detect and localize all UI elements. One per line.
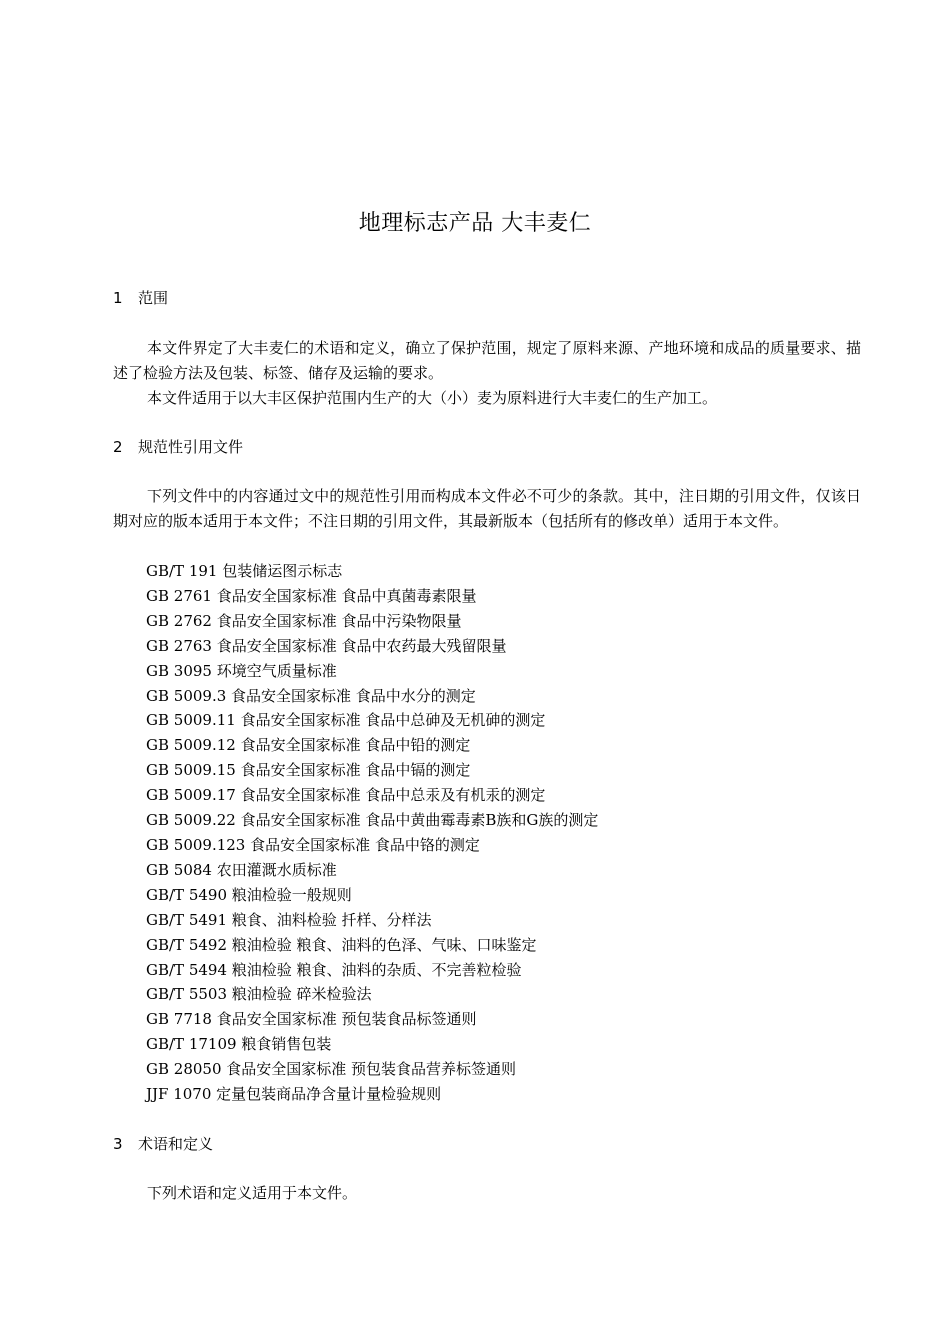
section-title: 术语和定义: [138, 1135, 214, 1153]
section-number: 3: [113, 1135, 123, 1153]
paragraph: 本文件界定了大丰麦仁的术语和定义，确立了保护范围，规定了原料来源、产地环境和成品的质量要求、描述了检验方法及包装、标签、储存及运输的要求。: [113, 339, 861, 382]
reference-item: GB/T 5494 粮油检验 粮食、油料的杂质、不完善粒检验: [146, 960, 522, 979]
document-title: 地理标志产品 大丰麦仁: [358, 211, 592, 236]
section-title: 范围: [138, 289, 169, 307]
reference-item: GB 2762 食品安全国家标准 食品中污染物限量: [146, 611, 462, 630]
paragraph: 下列文件中的内容通过文中的规范性引用而构成本文件必不可少的条款。其中，注日期的引用文件，仅该日期对应的版本适用于本文件；不注日期的引用文件，其最新版本（包括所有的修改单）适用于本文件。: [113, 487, 861, 530]
section-heading-normative-references: [113, 436, 243, 458]
section-heading-terms-definitions: [113, 1133, 213, 1155]
reference-item: GB 5009.12 食品安全国家标准 食品中铅的测定: [146, 736, 471, 755]
reference-item: GB/T 5492 粮油检验 粮食、油料的色泽、气味、口味鉴定: [146, 935, 537, 954]
reference-item: GB 5009.17 食品安全国家标准 食品中总汞及有机汞的测定: [146, 786, 546, 805]
reference-item: GB 5009.15 食品安全国家标准 食品中镉的测定: [146, 761, 471, 780]
reference-item: GB 28050 食品安全国家标准 预包装食品营养标签通则: [146, 1060, 517, 1079]
reference-item: GB/T 5503 粮油检验 碎米检验法: [146, 985, 372, 1004]
reference-item: GB 7718 食品安全国家标准 预包装食品标签通则: [146, 1010, 477, 1029]
paragraph: 本文件适用于以大丰区保护范围内生产的大（小）麦为原料进行大丰麦仁的生产加工。: [147, 389, 718, 407]
reference-item: GB 5084 农田灌溉水质标准: [146, 860, 337, 879]
reference-item: GB/T 191 包装储运图示标志: [146, 562, 343, 580]
reference-item: GB 5009.3 食品安全国家标准 食品中水分的测定: [146, 686, 476, 705]
reference-item: GB/T 17109 粮食销售包装: [146, 1035, 332, 1054]
reference-item: GB 5009.123 食品安全国家标准 食品中铬的测定: [146, 835, 480, 854]
reference-item: GB 5009.22 食品安全国家标准 食品中黄曲霉毒素B族和G族的测定: [146, 811, 599, 830]
reference-item: GB 3095 环境空气质量标准: [146, 661, 337, 680]
section-title: 规范性引用文件: [138, 438, 244, 456]
reference-item: GB/T 5491 粮食、油料检验 扦样、分样法: [146, 910, 432, 929]
reference-item: GB 5009.11 食品安全国家标准 食品中总砷及无机砷的测定: [146, 711, 546, 730]
reference-item: GB 2763 食品安全国家标准 食品中农药最大残留限量: [146, 636, 507, 655]
paragraph: 下列术语和定义适用于本文件。: [147, 1184, 358, 1202]
reference-item: GB/T 5490 粮油检验一般规则: [146, 885, 352, 904]
section-number: 1: [113, 289, 123, 307]
reference-item: JJF 1070 定量包装商品净含量计量检验规则: [146, 1085, 442, 1104]
reference-item: GB 2761 食品安全国家标准 食品中真菌毒素限量: [146, 586, 477, 605]
section-heading-scope: [113, 287, 168, 309]
section-number: 2: [113, 438, 123, 456]
reference-list: [146, 559, 598, 1107]
